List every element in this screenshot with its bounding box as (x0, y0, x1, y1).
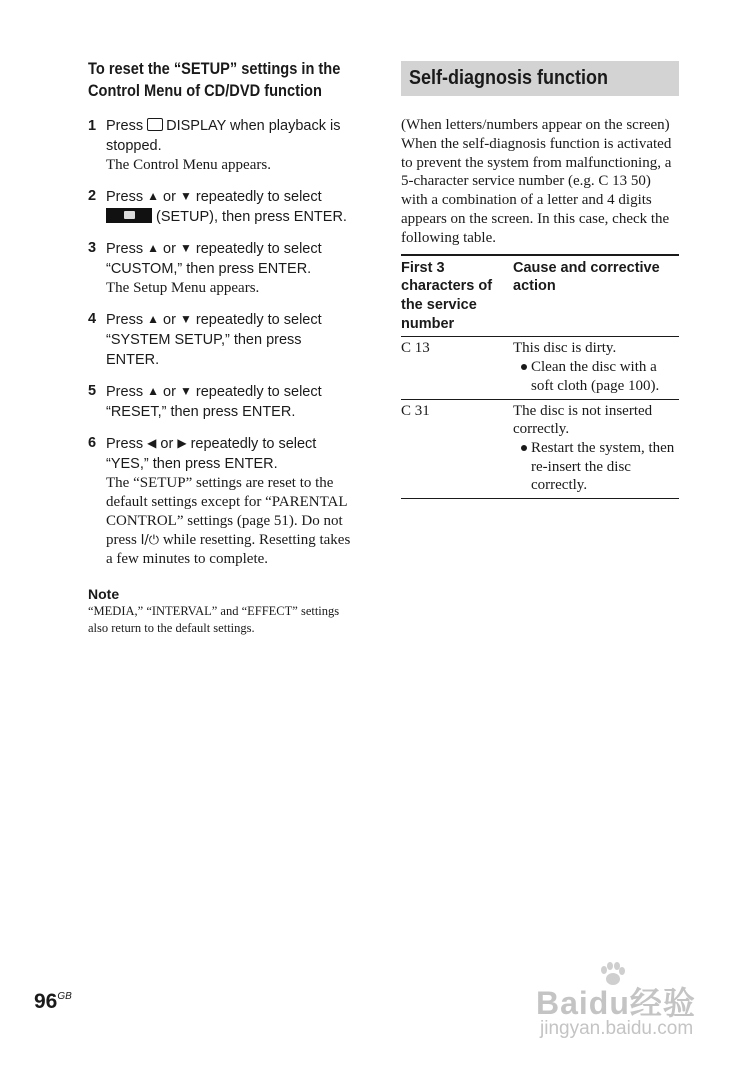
step-text: or (163, 384, 176, 400)
step-result: The Setup Menu appears. (106, 280, 260, 296)
baidu-watermark (532, 968, 722, 1048)
down-arrow-icon: ▼ (179, 384, 192, 398)
step-text: repeatedly to select (190, 436, 317, 452)
intro-text (401, 116, 679, 248)
down-arrow-icon: ▼ (179, 241, 192, 255)
display-button-icon (147, 118, 163, 131)
step-result-text: The “SETUP” settings are reset to the default settings except for “PARENTAL CONTROL” settings (page 51). Do not press (106, 475, 347, 548)
setup-toolbox-icon (106, 208, 152, 223)
step-text: repeatedly to select (195, 189, 322, 205)
note-block (88, 585, 358, 637)
cause-cell (513, 399, 679, 499)
right-column (401, 61, 679, 499)
step-text: or (163, 312, 176, 328)
step-6 (88, 433, 358, 569)
power-icon: I/⏻ (140, 533, 160, 548)
step-text: repeatedly to select (195, 312, 322, 328)
page-suffix: GB (57, 991, 72, 1002)
step-2 (88, 186, 358, 227)
table-header-row (401, 255, 679, 337)
step-text: (SETUP), then press ENTER. (156, 209, 347, 225)
step-number: 6 (88, 435, 97, 451)
watermark-url: jingyan.baidu.com (540, 1018, 694, 1039)
up-arrow-icon: ▲ (147, 241, 159, 255)
step-result-text: while resetting. Resetting takes a few minutes to complete. (106, 532, 351, 567)
cause-text: This disc is dirty. (513, 340, 617, 357)
step-instruction (106, 186, 358, 227)
step-result (106, 474, 358, 569)
step-text: or (163, 189, 176, 205)
down-arrow-icon: ▼ (179, 189, 192, 203)
up-arrow-icon: ▲ (147, 189, 159, 203)
page-number-value: 96 (34, 990, 58, 1013)
step-number: 4 (88, 311, 97, 327)
left-arrow-icon: ◀ (147, 436, 157, 450)
step-number: 3 (88, 240, 97, 256)
step-text: Press (106, 241, 144, 257)
step-text: Press (106, 384, 144, 400)
step-text: or (163, 241, 176, 257)
note-text: “MEDIA,” “INTERVAL” and “EFFECT” settings also return to the default settings. (88, 604, 340, 635)
step-number: 1 (88, 118, 97, 134)
step-text: or (160, 436, 174, 452)
step-text: Press (106, 118, 144, 134)
page-number (34, 990, 72, 1014)
step-list (88, 116, 358, 569)
reset-setup-heading: To reset the “SETUP” settings in the Control Menu of CD/DVD function (88, 59, 341, 100)
section-header-bar (401, 61, 679, 96)
table-header-cell: First 3 characters of the service number (401, 255, 513, 337)
step-instruction (106, 238, 358, 279)
self-diagnosis-table (401, 254, 679, 499)
service-code-cell: C 31 (401, 399, 513, 499)
right-arrow-icon: ▶ (177, 436, 187, 450)
step-text: “CUSTOM,” then press ENTER. (106, 261, 312, 277)
action-bullet: Clean the disc with a soft cloth (page 100). (513, 358, 679, 395)
watermark-brand: Baidu经验 (536, 985, 696, 1021)
step-text: DISPLAY when playback is stopped. (106, 118, 341, 154)
step-text: repeatedly to select (195, 384, 322, 400)
step-5 (88, 381, 358, 422)
step-text: Press (106, 312, 144, 328)
up-arrow-icon: ▲ (147, 312, 159, 326)
step-result: The Control Menu appears. (106, 157, 271, 173)
action-bullet: Restart the system, then re-insert the disc correctly. (513, 439, 679, 495)
step-text: “RESET,” then press ENTER. (106, 404, 296, 420)
step-instruction (106, 433, 358, 474)
table-header-cell: Cause and corrective action (513, 255, 679, 337)
step-number: 5 (88, 383, 97, 399)
cause-cell (513, 337, 679, 399)
left-column (88, 58, 358, 637)
up-arrow-icon: ▲ (147, 384, 159, 398)
intro-paragraph: (When letters/numbers appear on the screen) (401, 117, 670, 133)
step-3 (88, 238, 358, 298)
down-arrow-icon: ▼ (179, 312, 192, 326)
step-text: Press (106, 189, 144, 205)
cause-text: The disc is not inserted correctly. (513, 402, 653, 438)
step-text: “SYSTEM SETUP,” then press ENTER. (106, 332, 302, 368)
service-code-cell: C 13 (401, 337, 513, 399)
step-text: “YES,” then press ENTER. (106, 456, 278, 472)
step-number: 2 (88, 188, 97, 204)
table-row (401, 337, 679, 399)
step-instruction (106, 309, 358, 370)
step-instruction (106, 116, 358, 156)
step-1 (88, 116, 358, 175)
table-row (401, 399, 679, 499)
intro-paragraph: When the self-diagnosis function is activated to prevent the system from malfunctioning, a 5-character service number (e.g. C 13 50) with a combination of a letter and 4 digits appears on the screen. In this case, check the following table. (401, 135, 672, 246)
section-title: Self-diagnosis function (409, 67, 609, 89)
step-4 (88, 309, 358, 370)
note-label: Note (88, 586, 120, 602)
step-text: Press (106, 436, 144, 452)
step-text: repeatedly to select (195, 241, 322, 257)
step-instruction (106, 381, 358, 422)
